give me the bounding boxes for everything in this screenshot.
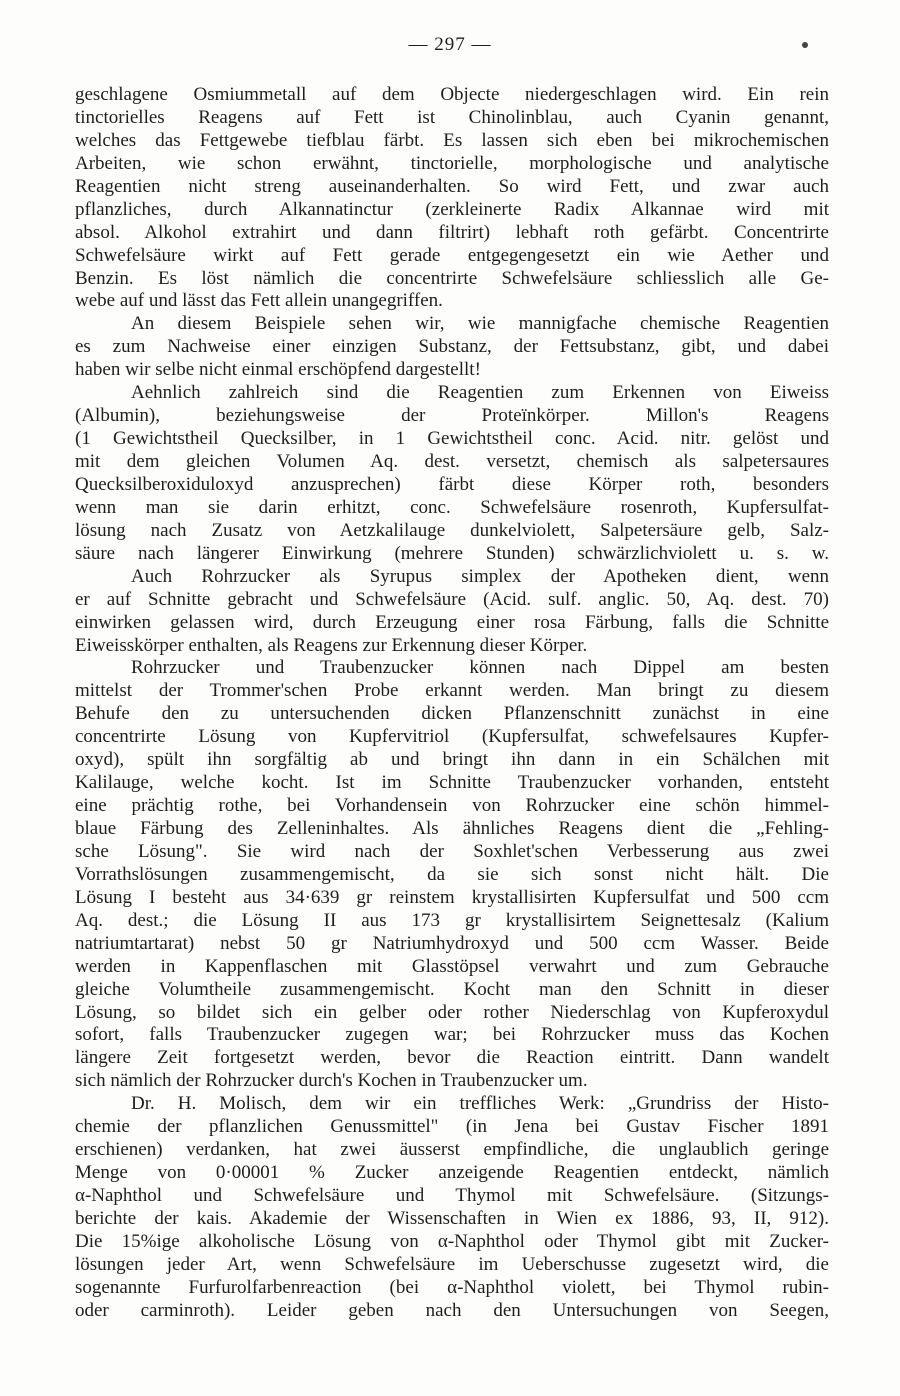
- paragraph-first-line: Dr. H. Molisch, dem wir ein treffliches Werk: „Grundriss der Histo-: [131, 1093, 829, 1115]
- text-line: erschienen) verdanken, hat zwei äusserst empfindliche, die unglaublich geringe: [75, 1139, 829, 1161]
- text-line: er auf Schnitte gebracht und Schwefelsäure (Acid. sulf. anglic. 50, Aq. dest. 70): [75, 588, 829, 610]
- page-number: — 297 —: [408, 34, 492, 55]
- text-line: Die 15%ige alkoholische Lösung von α-Naphthol oder Thymol gibt mit Zucker-: [75, 1230, 829, 1252]
- text-line: Eiweisskörper enthalten, als Reagens zur Erkennung dieser Körper.: [75, 634, 588, 656]
- text-line: pflanzliches, durch Alkannatinctur (zerkleinerte Radix Alkannae wird mit: [75, 198, 829, 220]
- paragraph-first-line: Rohrzucker und Traubenzucker können nach Dippel am besten: [131, 657, 829, 679]
- text-line: (Albumin), beziehungsweise der Proteïnkörper. Millon's Reagens: [75, 405, 829, 427]
- text-line: Lösung, so bildet sich ein gelber oder rother Niederschlag von Kupferoxydul: [75, 1001, 829, 1023]
- text-line: berichte der kais. Akademie der Wissenschaften in Wien ex 1886, 93, II, 912).: [75, 1207, 829, 1229]
- text-line: Quecksilberoxiduloxyd anzusprechen) färbt diese Körper roth, besonders: [75, 473, 829, 495]
- text-line: blaue Färbung des Zelleninhaltes. Als ähnliches Reagens dient die „Fehling-: [75, 818, 829, 839]
- text-line: wenn man sie darin erhitzt, conc. Schwefelsäure rosenroth, Kupfersulfat-: [75, 496, 829, 518]
- text-line: Reagentien nicht streng auseinanderhalten. So wird Fett, und zwar auch: [75, 175, 829, 197]
- text-line: Benzin. Es löst nämlich die concentrirte Schwefelsäure schliesslich alle Ge-: [75, 267, 829, 289]
- paragraph-first-line: Aehnlich zahlreich sind die Reagentien zum Erkennen von Eiweiss: [131, 382, 829, 404]
- text-line: Menge von 0·00001 % Zucker anzeigende Reagentien entdeckt, nämlich: [75, 1162, 829, 1184]
- text-line: welches das Fettgewebe tiefblau färbt. Es lassen sich eben bei mikrochemischen: [75, 129, 829, 151]
- text-line: Aq. dest.; die Lösung II aus 173 gr krystallisirtem Seignettesalz (Kalium: [75, 909, 829, 931]
- text-line: Kalilauge, welche kocht. Ist im Schnitte Traubenzucker vorhanden, entsteht: [75, 772, 829, 794]
- text-line: lösungen jeder Art, wenn Schwefelsäure im Ueberschusse zugesetzt wird, die: [75, 1253, 829, 1275]
- text-line: sche Lösung". Sie wird nach der Soxhlet'schen Verbesserung aus zwei: [75, 840, 829, 862]
- text-line: sogenannte Furfurolfarbenreaction (bei α-Naphthol violett, bei Thymol rubin-: [75, 1276, 829, 1298]
- text-line: concentrirte Lösung von Kupfervitriol (Kupfersulfat, schwefelsaures Kupfer-: [75, 726, 829, 748]
- text-line: mit dem gleichen Volumen Aq. dest. versetzt, chemisch als salpetersaures: [75, 451, 829, 472]
- text-line: absol. Alkohol extrahirt und dann filtrirt) lebhaft roth gefärbt. Concentrirte: [75, 221, 829, 243]
- body-text: [75, 84, 829, 1323]
- text-line: Vorrathslösungen zusammengemischt, da sie sich sonst nicht hält. Die: [75, 863, 829, 885]
- paragraph-first-line: An diesem Beispiele sehen wir, wie mannigfache chemische Reagentien: [131, 313, 829, 335]
- paragraph-first-line: Auch Rohrzucker als Syrupus simplex der Apotheken dient, wenn: [131, 565, 829, 587]
- text-line: webe auf und lässt das Fett allein unangegriffen.: [75, 290, 443, 312]
- ink-speck: [802, 42, 808, 48]
- text-line: lösung nach Zusatz von Aetzkalilauge dunkelviolett, Salpetersäure gelb, Salz-: [75, 519, 829, 541]
- text-line: eine prächtig rothe, bei Vorhandensein von Rohrzucker eine schön himmel-: [75, 795, 829, 817]
- text-line: längere Zeit fortgesetzt werden, bevor die Reaction eintritt. Dann wandelt: [75, 1047, 829, 1069]
- text-line: tinctorielles Reagens auf Fett ist Chinolinblau, auch Cyanin genannt,: [75, 106, 829, 128]
- text-line: gleiche Volumtheile zusammengemischt. Kocht man den Schnitt in dieser: [75, 978, 829, 1000]
- text-line: haben wir selbe nicht einmal erschöpfend dargestellt!: [75, 359, 481, 381]
- text-line: Arbeiten, wie schon erwähnt, tinctorielle, morphologische und analytische: [75, 152, 829, 174]
- text-line: geschlagene Osmiummetall auf dem Objecte niedergeschlagen wird. Ein rein: [75, 84, 829, 105]
- text-line: säure nach längerer Einwirkung (mehrere Stunden) schwärzlichviolett u. s. w.: [75, 542, 829, 564]
- text-line: chemie der pflanzlichen Genussmittel" (in Jena bei Gustav Fischer 1891: [75, 1116, 829, 1138]
- text-line: mittelst der Trommer'schen Probe erkannt werden. Man bringt zu diesem: [75, 680, 829, 702]
- text-line: Lösung I besteht aus 34·639 gr reinstem krystallisirten Kupfersulfat und 500 ccm: [75, 886, 829, 908]
- text-line: Behufe den zu untersuchenden dicken Pflanzenschnitt zunächst in eine: [75, 703, 829, 725]
- text-line: α-Naphthol und Schwefelsäure und Thymol mit Schwefelsäure. (Sitzungs-: [75, 1185, 829, 1206]
- text-line: sofort, falls Traubenzucker zugegen war; bei Rohrzucker muss das Kochen: [75, 1024, 829, 1046]
- text-line: sich nämlich der Rohrzucker durch's Kochen in Traubenzucker um.: [75, 1070, 588, 1092]
- text-line: oder carminroth). Leider geben nach den Untersuchungen von Seegen,: [75, 1299, 829, 1321]
- text-line: natriumtartarat) nebst 50 gr Natriumhydroxyd und 500 ccm Wasser. Beide: [75, 932, 829, 954]
- text-line: einwirken gelassen wird, durch Erzeugung einer rosa Färbung, falls die Schnitte: [75, 611, 829, 633]
- text-line: oxyd), spült ihn sorgfältig ab und bringt ihn dann in ein Schälchen mit: [75, 749, 829, 771]
- text-line: es zum Nachweise einer einzigen Substanz, der Fettsubstanz, gibt, und dabei: [75, 336, 829, 358]
- text-line: werden in Kappenflaschen mit Glasstöpsel verwahrt und zum Gebrauche: [75, 955, 829, 977]
- text-line: (1 Gewichtstheil Quecksilber, in 1 Gewichtstheil conc. Acid. nitr. gelöst und: [75, 428, 829, 450]
- text-line: Schwefelsäure wirkt auf Fett gerade entgegengesetzt ein wie Aether und: [75, 244, 829, 266]
